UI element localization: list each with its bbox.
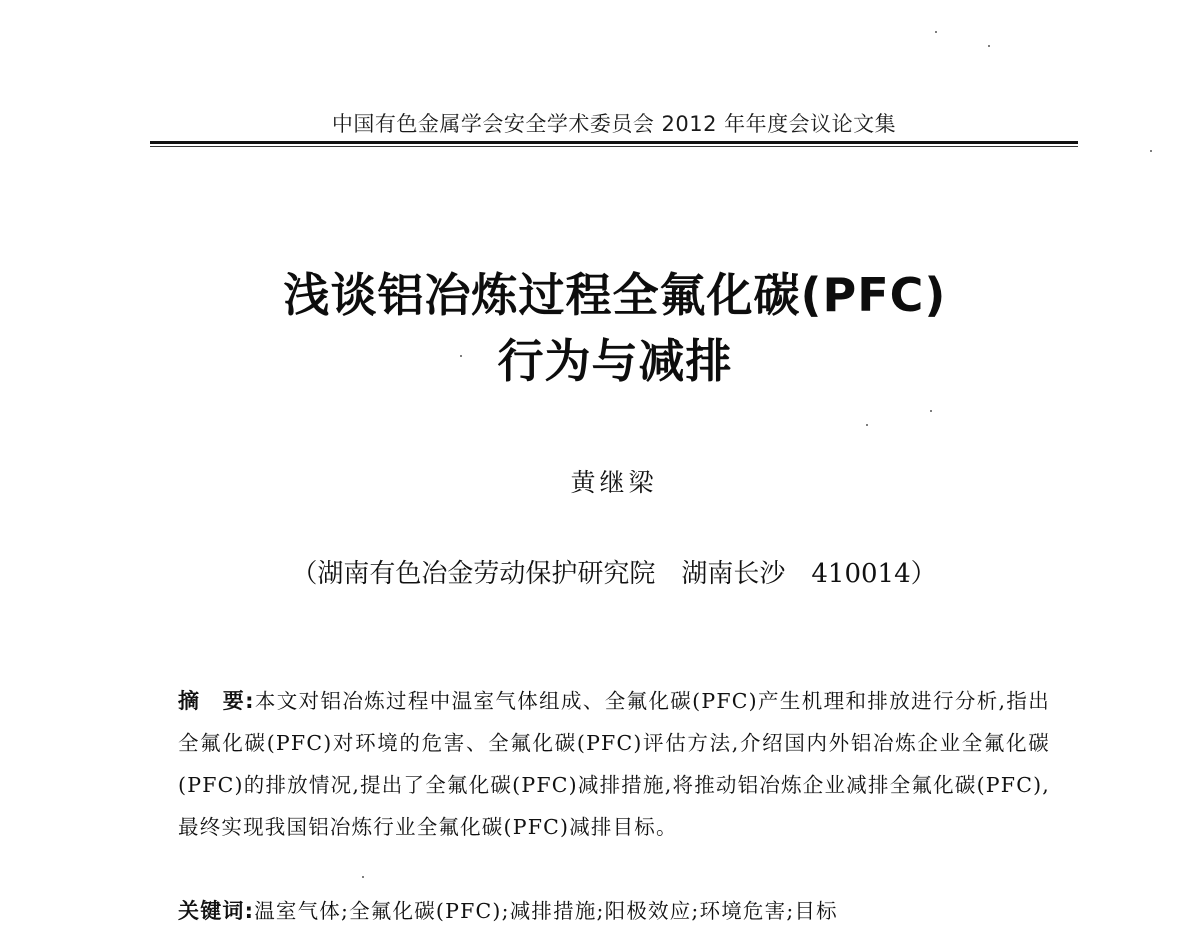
scan-speck (930, 410, 932, 412)
author-affiliation: （湖南有色冶金劳动保护研究院 湖南长沙 410014） (291, 559, 937, 589)
keywords (178, 890, 1050, 932)
paper-title-line-1: 浅谈铝冶炼过程全氟化碳(PFC) (283, 268, 947, 322)
scan-speck (935, 31, 937, 33)
author-name: 黄继梁 (570, 468, 658, 497)
paper-title-line-2: 行为与减排 (497, 334, 733, 388)
scan-speck (1150, 150, 1152, 152)
paper-title (130, 262, 1100, 394)
scan-speck (866, 424, 868, 426)
header-rule-thin (150, 146, 1078, 147)
abstract-text: 本文对铝冶炼过程中温室气体组成、全氟化碳(PFC)产生机理和排放进行分析,指出全氟化碳(PFC)对环境的危害、全氟化碳(PFC)评估方法,介绍国内外铝冶炼企业全氟化碳(PFC)的排放情况,提出了全氟化碳(PFC)减排措施,将推动铝冶炼企业减排全氟化碳(PFC),最终实现我国铝冶炼行业全氟化碳(PFC)减排目标。 (178, 689, 1051, 839)
keywords-text: 温室气体;全氟化碳(PFC);减排措施;阳极效应;环境危害;目标 (254, 899, 838, 923)
abstract-label: 摘 要: (178, 689, 255, 713)
header-rule-thick (150, 141, 1078, 144)
running-header: 中国有色金属学会安全学术委员会 2012 年年度会议论文集 (331, 112, 897, 136)
scan-speck (988, 45, 990, 47)
keywords-label: 关键词: (178, 899, 255, 923)
scan-speck (362, 876, 364, 878)
abstract (178, 680, 1050, 848)
scan-speck (460, 355, 462, 357)
